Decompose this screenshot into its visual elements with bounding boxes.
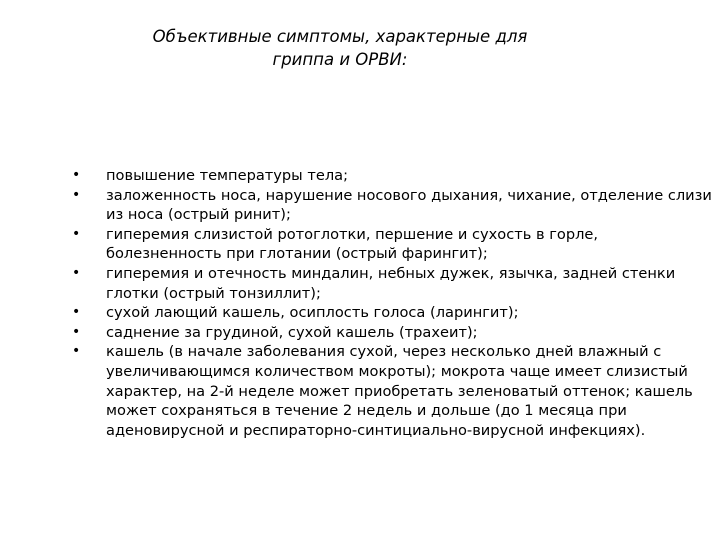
list-item-text: заложенность носа, нарушение носового дыхания, чихание, отделение слизи из носа (острый ринит); [106,186,712,224]
list-item-text: гиперемия слизистой ротоглотки, першение и сухость в горле, болезненность при глотании (острый фарингит); [106,225,599,263]
bullet-icon: • [72,323,81,340]
list-item [70,225,718,264]
list-item [70,342,718,440]
list-item-text: сухой лающий кашель, осиплость голоса (ларингит); [106,304,519,322]
title-line-2: гриппа и ОРВИ: [272,50,408,69]
slide-title [120,25,560,71]
bullet-icon: • [72,167,81,183]
symptom-list [70,166,718,440]
list-item [70,186,718,225]
list-item [70,323,718,343]
title-line-1: Объективные симптомы, характерные для [152,27,528,46]
bullet-icon: • [72,304,81,321]
list-item-text: гиперемия и отечность миндалин, небных дужек, язычка, задней стенки глотки (острый тонзиллит); [106,264,676,302]
bullet-icon: • [72,186,81,203]
list-item-text: кашель (в начале заболевания сухой, через несколько дней влажный с увеличивающимся количеством мокроты); мокрота чаще имеет слизистый характер, на 2-й неделе может приобретать зеленоватый оттенок; кашель может сохраняться в течение 2 недель и дольше (до 1 месяца при аденовирусной и респираторно-синтициально-вирусной инфекциях). [106,343,693,439]
list-item-text: саднение за грудиной, сухой кашель (трахеит); [106,323,478,341]
list-item [70,264,718,303]
list-item-text: повышение температуры тела; [106,167,349,184]
list-item [70,166,718,186]
bullet-icon: • [72,264,81,281]
bullet-icon: • [72,343,81,360]
bullet-icon: • [72,225,81,242]
list-item [70,303,718,323]
